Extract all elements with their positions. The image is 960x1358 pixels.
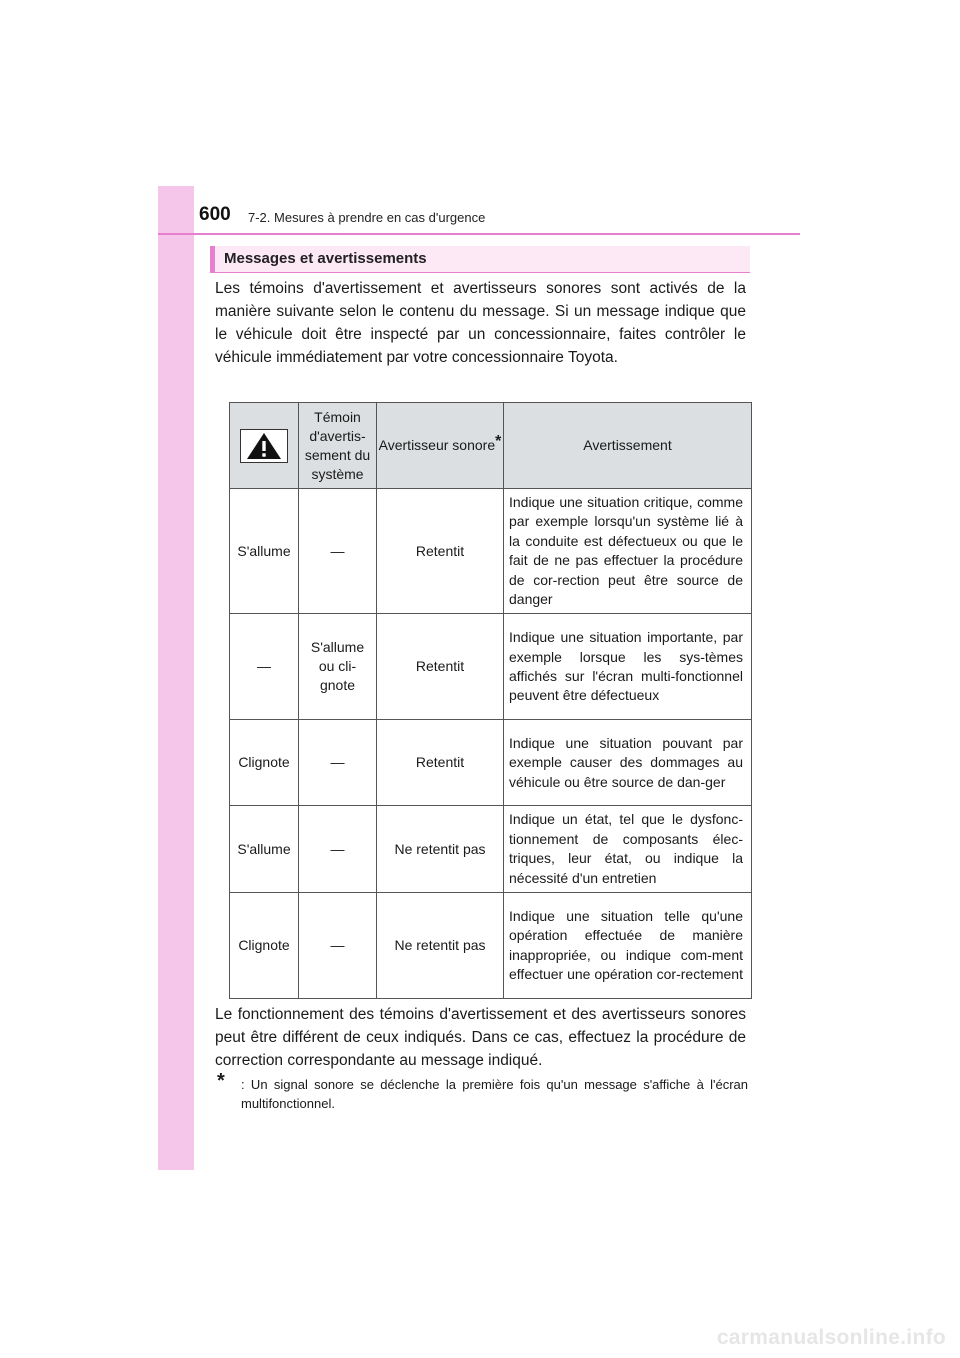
table-row	[230, 614, 752, 720]
cell-system-light: —	[299, 806, 377, 893]
page-number: 600	[199, 204, 231, 225]
footnote-asterisk: *	[217, 1070, 225, 1092]
cell-system-light: —	[299, 893, 377, 999]
watermark: carmanualsonline.info	[716, 1326, 946, 1349]
section-heading	[210, 246, 750, 273]
cell-master-light: S'allume	[230, 489, 299, 614]
outro-paragraph: Le fonctionnement des témoins d'avertissement et des avertisseurs sonores peut être différent de ceux indiqués. Dans ce cas, effectuez la procédure de correction correspondante au message indiqué.	[215, 1006, 746, 1069]
cell-master-light: S'allume	[230, 806, 299, 893]
header-cell-system-warning-light: Témoin d'avertis-sement du système	[299, 403, 377, 489]
section-title: 7-2. Mesures à prendre en cas d'urgence	[248, 210, 486, 225]
footnote	[217, 1070, 748, 1113]
cell-warning-description: Indique une situation pouvant par exemple causer des dommages au véhicule ou être source de dan-ger	[504, 720, 752, 806]
cell-buzzer: Ne retentit pas	[377, 806, 504, 893]
cell-buzzer: Retentit	[377, 720, 504, 806]
section-heading-text: Messages et avertissements	[224, 250, 427, 267]
footnote-mark: *	[495, 433, 502, 451]
warning-triangle-icon	[240, 429, 288, 463]
cell-system-light: S'allume ou cli-gnote	[299, 614, 377, 720]
footnote-text: : Un signal sonore se déclenche la première fois qu'un message s'affiche à l'écran multifonctionnel.	[241, 1077, 748, 1111]
cell-warning-description: Indique un état, tel que le dysfonc-tionnement de composants élec-triques, leur état, ou indique la nécessité d'un entretien	[504, 806, 752, 893]
cell-warning-description: Indique une situation importante, par exemple lorsque les sys-tèmes affichés sur l'écran multi-fonctionnel peuvent être défectueux	[504, 614, 752, 720]
table-row	[230, 893, 752, 999]
cell-system-light: —	[299, 489, 377, 614]
warning-messages-table	[229, 402, 752, 999]
cell-master-light: —	[230, 614, 299, 720]
header-cell-warning: Avertissement	[504, 403, 752, 489]
cell-buzzer: Retentit	[377, 614, 504, 720]
cell-warning-description: Indique une situation telle qu'une opération effectuée de manière inappropriée, ou indique com-ment effectuer une opération cor-rectement	[504, 893, 752, 999]
cell-master-light: Clignote	[230, 720, 299, 806]
header-buzzer-label: Avertisseur sonore	[378, 437, 496, 453]
header-divider	[158, 233, 800, 235]
header-cell-buzzer	[377, 403, 504, 489]
cell-system-light: —	[299, 720, 377, 806]
table-row	[230, 489, 752, 614]
table-header-row	[230, 403, 752, 489]
cell-warning-description: Indique une situation critique, comme par exemple lorsqu'un système lié à la conduite est défectueux ou que le fait de ne pas effectuer la procédure de cor-rection peut être source de danger	[504, 489, 752, 614]
side-tab-band	[158, 186, 194, 1170]
cell-buzzer: Retentit	[377, 489, 504, 614]
cell-master-light: Clignote	[230, 893, 299, 999]
header-cell-icon	[230, 403, 299, 489]
table-row	[230, 806, 752, 893]
table-row	[230, 720, 752, 806]
cell-buzzer: Ne retentit pas	[377, 893, 504, 999]
intro-paragraph: Les témoins d'avertissement et avertisseurs sonores sont activés de la manière suivante selon le contenu du message. Si un message indique que le véhicule doit être inspecté par un concessionnaire, faites contrôler le véhicule immédiatement par votre concessionnaire Toyota.	[215, 280, 746, 366]
